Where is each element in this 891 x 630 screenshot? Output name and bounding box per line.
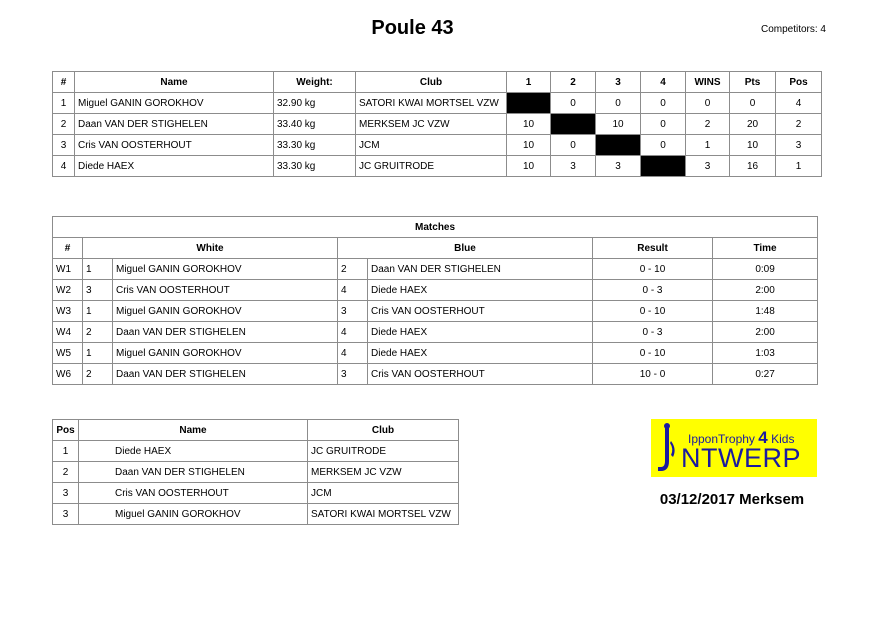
match-result: 0 - 10 [593, 343, 713, 364]
pool-cell-club: SATORI KWAI MORTSEL VZW [356, 93, 507, 114]
match-id: W1 [53, 259, 83, 280]
pool-cell-pos: 2 [776, 114, 822, 135]
match-blue-num: 4 [338, 343, 368, 364]
ranking-club: MERKSEM JC VZW [308, 462, 459, 483]
match-id: W2 [53, 280, 83, 301]
match-white-num: 2 [83, 322, 113, 343]
pool-cell-score: 0 [641, 135, 686, 156]
ranking-club: JCM [308, 483, 459, 504]
ranking-header-row [53, 420, 459, 441]
pool-header-pos: Pos [776, 72, 822, 93]
ranking-pos: 3 [53, 483, 79, 504]
match-white-name: Miguel GANIN GOROKHOV [113, 343, 338, 364]
pool-table [52, 71, 822, 177]
match-result: 0 - 10 [593, 259, 713, 280]
pool-cell-pts: 10 [730, 135, 776, 156]
matches-header-row [53, 238, 818, 259]
pool-header-num: # [53, 72, 75, 93]
pool-cell-num: 1 [53, 93, 75, 114]
ranking-header-club: Club [308, 420, 459, 441]
match-result: 0 - 10 [593, 301, 713, 322]
pool-cell-club: JC GRUITRODE [356, 156, 507, 177]
judoka-j-icon [655, 421, 677, 475]
pool-cell-self [641, 156, 686, 177]
pool-header-club: Club [356, 72, 507, 93]
ranking-row [53, 462, 459, 483]
match-row [53, 364, 818, 385]
pool-cell-name: Miguel GANIN GOROKHOV [75, 93, 274, 114]
match-white-num: 1 [83, 301, 113, 322]
logo-text-kids: Kids [771, 432, 795, 446]
match-id: W3 [53, 301, 83, 322]
page-title: Poule 43 [371, 17, 454, 39]
ranking-name: Cris VAN OOSTERHOUT [79, 483, 308, 504]
pool-cell-club: MERKSEM JC VZW [356, 114, 507, 135]
pool-cell-score: 3 [551, 156, 596, 177]
pool-cell-score: 0 [551, 135, 596, 156]
match-result: 0 - 3 [593, 322, 713, 343]
pool-cell-pts: 0 [730, 93, 776, 114]
pool-row [53, 114, 822, 135]
match-blue-name: Cris VAN OOSTERHOUT [368, 364, 593, 385]
pool-cell-wins: 2 [686, 114, 730, 135]
pool-cell-num: 2 [53, 114, 75, 135]
pool-header-4: 4 [641, 72, 686, 93]
pool-cell-score: 0 [641, 93, 686, 114]
pool-header-1: 1 [507, 72, 551, 93]
match-blue-name: Daan VAN DER STIGHELEN [368, 259, 593, 280]
match-row [53, 280, 818, 301]
pool-header-pts: Pts [730, 72, 776, 93]
pool-cell-score: 3 [596, 156, 641, 177]
matches-title-row [53, 217, 818, 238]
match-id: W4 [53, 322, 83, 343]
pool-header-weight: Weight: [274, 72, 356, 93]
logo-text-four: 4 [758, 428, 768, 447]
match-result: 0 - 3 [593, 280, 713, 301]
pool-cell-name: Diede HAEX [75, 156, 274, 177]
match-white-name: Cris VAN OOSTERHOUT [113, 280, 338, 301]
ranking-table [52, 419, 459, 525]
logo-text-antwerp: NTWERP [681, 443, 801, 473]
pool-cell-score: 10 [507, 114, 551, 135]
match-blue-name: Diede HAEX [368, 343, 593, 364]
pool-header-row [53, 72, 822, 93]
pool-row [53, 135, 822, 156]
match-white-num: 1 [83, 343, 113, 364]
match-row [53, 259, 818, 280]
pool-cell-pos: 1 [776, 156, 822, 177]
pool-cell-name: Cris VAN OOSTERHOUT [75, 135, 274, 156]
match-row [53, 301, 818, 322]
matches-table [52, 216, 818, 385]
event-date-location: 03/12/2017 Merksem [659, 491, 805, 508]
pool-cell-score: 10 [507, 135, 551, 156]
pool-cell-club: JCM [356, 135, 507, 156]
pool-cell-num: 4 [53, 156, 75, 177]
pool-cell-wins: 3 [686, 156, 730, 177]
match-id: W6 [53, 364, 83, 385]
pool-cell-self [596, 135, 641, 156]
pool-cell-score: 0 [641, 114, 686, 135]
match-blue-name: Diede HAEX [368, 280, 593, 301]
match-row [53, 343, 818, 364]
matches-heading: Matches [53, 217, 818, 238]
ranking-pos: 2 [53, 462, 79, 483]
pool-cell-score: 10 [596, 114, 641, 135]
match-result: 10 - 0 [593, 364, 713, 385]
matches-header-white: White [83, 238, 338, 259]
pool-cell-wins: 1 [686, 135, 730, 156]
pool-cell-score: 10 [507, 156, 551, 177]
ranking-name: Daan VAN DER STIGHELEN [79, 462, 308, 483]
pool-row [53, 156, 822, 177]
ranking-row [53, 504, 459, 525]
match-time: 1:48 [713, 301, 818, 322]
match-white-name: Miguel GANIN GOROKHOV [113, 301, 338, 322]
match-id: W5 [53, 343, 83, 364]
match-time: 0:09 [713, 259, 818, 280]
matches-header-num: # [53, 238, 83, 259]
pool-header-name: Name [75, 72, 274, 93]
pool-cell-self [507, 93, 551, 114]
match-blue-name: Cris VAN OOSTERHOUT [368, 301, 593, 322]
ranking-club: SATORI KWAI MORTSEL VZW [308, 504, 459, 525]
pool-cell-weight: 33.30 kg [274, 135, 356, 156]
pool-cell-score: 0 [596, 93, 641, 114]
match-time: 0:27 [713, 364, 818, 385]
match-blue-num: 3 [338, 364, 368, 385]
pool-cell-wins: 0 [686, 93, 730, 114]
pool-header-wins: WINS [686, 72, 730, 93]
match-white-num: 3 [83, 280, 113, 301]
ranking-name: Diede HAEX [79, 441, 308, 462]
pool-cell-weight: 32.90 kg [274, 93, 356, 114]
match-blue-name: Diede HAEX [368, 322, 593, 343]
pool-cell-self [551, 114, 596, 135]
pool-cell-num: 3 [53, 135, 75, 156]
match-time: 2:00 [713, 280, 818, 301]
match-blue-num: 2 [338, 259, 368, 280]
match-blue-num: 4 [338, 280, 368, 301]
match-blue-num: 4 [338, 322, 368, 343]
pool-cell-score: 0 [551, 93, 596, 114]
pool-header-3: 3 [596, 72, 641, 93]
pool-cell-pts: 16 [730, 156, 776, 177]
ranking-pos: 1 [53, 441, 79, 462]
pool-header-2: 2 [551, 72, 596, 93]
ranking-pos: 3 [53, 504, 79, 525]
pool-cell-pos: 3 [776, 135, 822, 156]
ranking-header-name: Name [79, 420, 308, 441]
matches-header-result: Result [593, 238, 713, 259]
match-blue-num: 3 [338, 301, 368, 322]
ranking-row [53, 441, 459, 462]
ippontrophy-logo [651, 419, 817, 477]
matches-header-time: Time [713, 238, 818, 259]
match-time: 1:03 [713, 343, 818, 364]
ranking-name: Miguel GANIN GOROKHOV [79, 504, 308, 525]
pool-cell-weight: 33.30 kg [274, 156, 356, 177]
match-white-name: Daan VAN DER STIGHELEN [113, 364, 338, 385]
pool-cell-pos: 4 [776, 93, 822, 114]
competitors-count: Competitors: 4 [760, 24, 826, 35]
ranking-header-pos: Pos [53, 420, 79, 441]
pool-cell-pts: 20 [730, 114, 776, 135]
match-white-name: Daan VAN DER STIGHELEN [113, 322, 338, 343]
ranking-row [53, 483, 459, 504]
matches-header-blue: Blue [338, 238, 593, 259]
pool-row [53, 93, 822, 114]
match-time: 2:00 [713, 322, 818, 343]
match-row [53, 322, 818, 343]
pool-cell-weight: 33.40 kg [274, 114, 356, 135]
match-white-num: 1 [83, 259, 113, 280]
ranking-club: JC GRUITRODE [308, 441, 459, 462]
logo-text-trophy: IpponTrophy [688, 432, 755, 446]
match-white-num: 2 [83, 364, 113, 385]
pool-cell-name: Daan VAN DER STIGHELEN [75, 114, 274, 135]
match-white-name: Miguel GANIN GOROKHOV [113, 259, 338, 280]
